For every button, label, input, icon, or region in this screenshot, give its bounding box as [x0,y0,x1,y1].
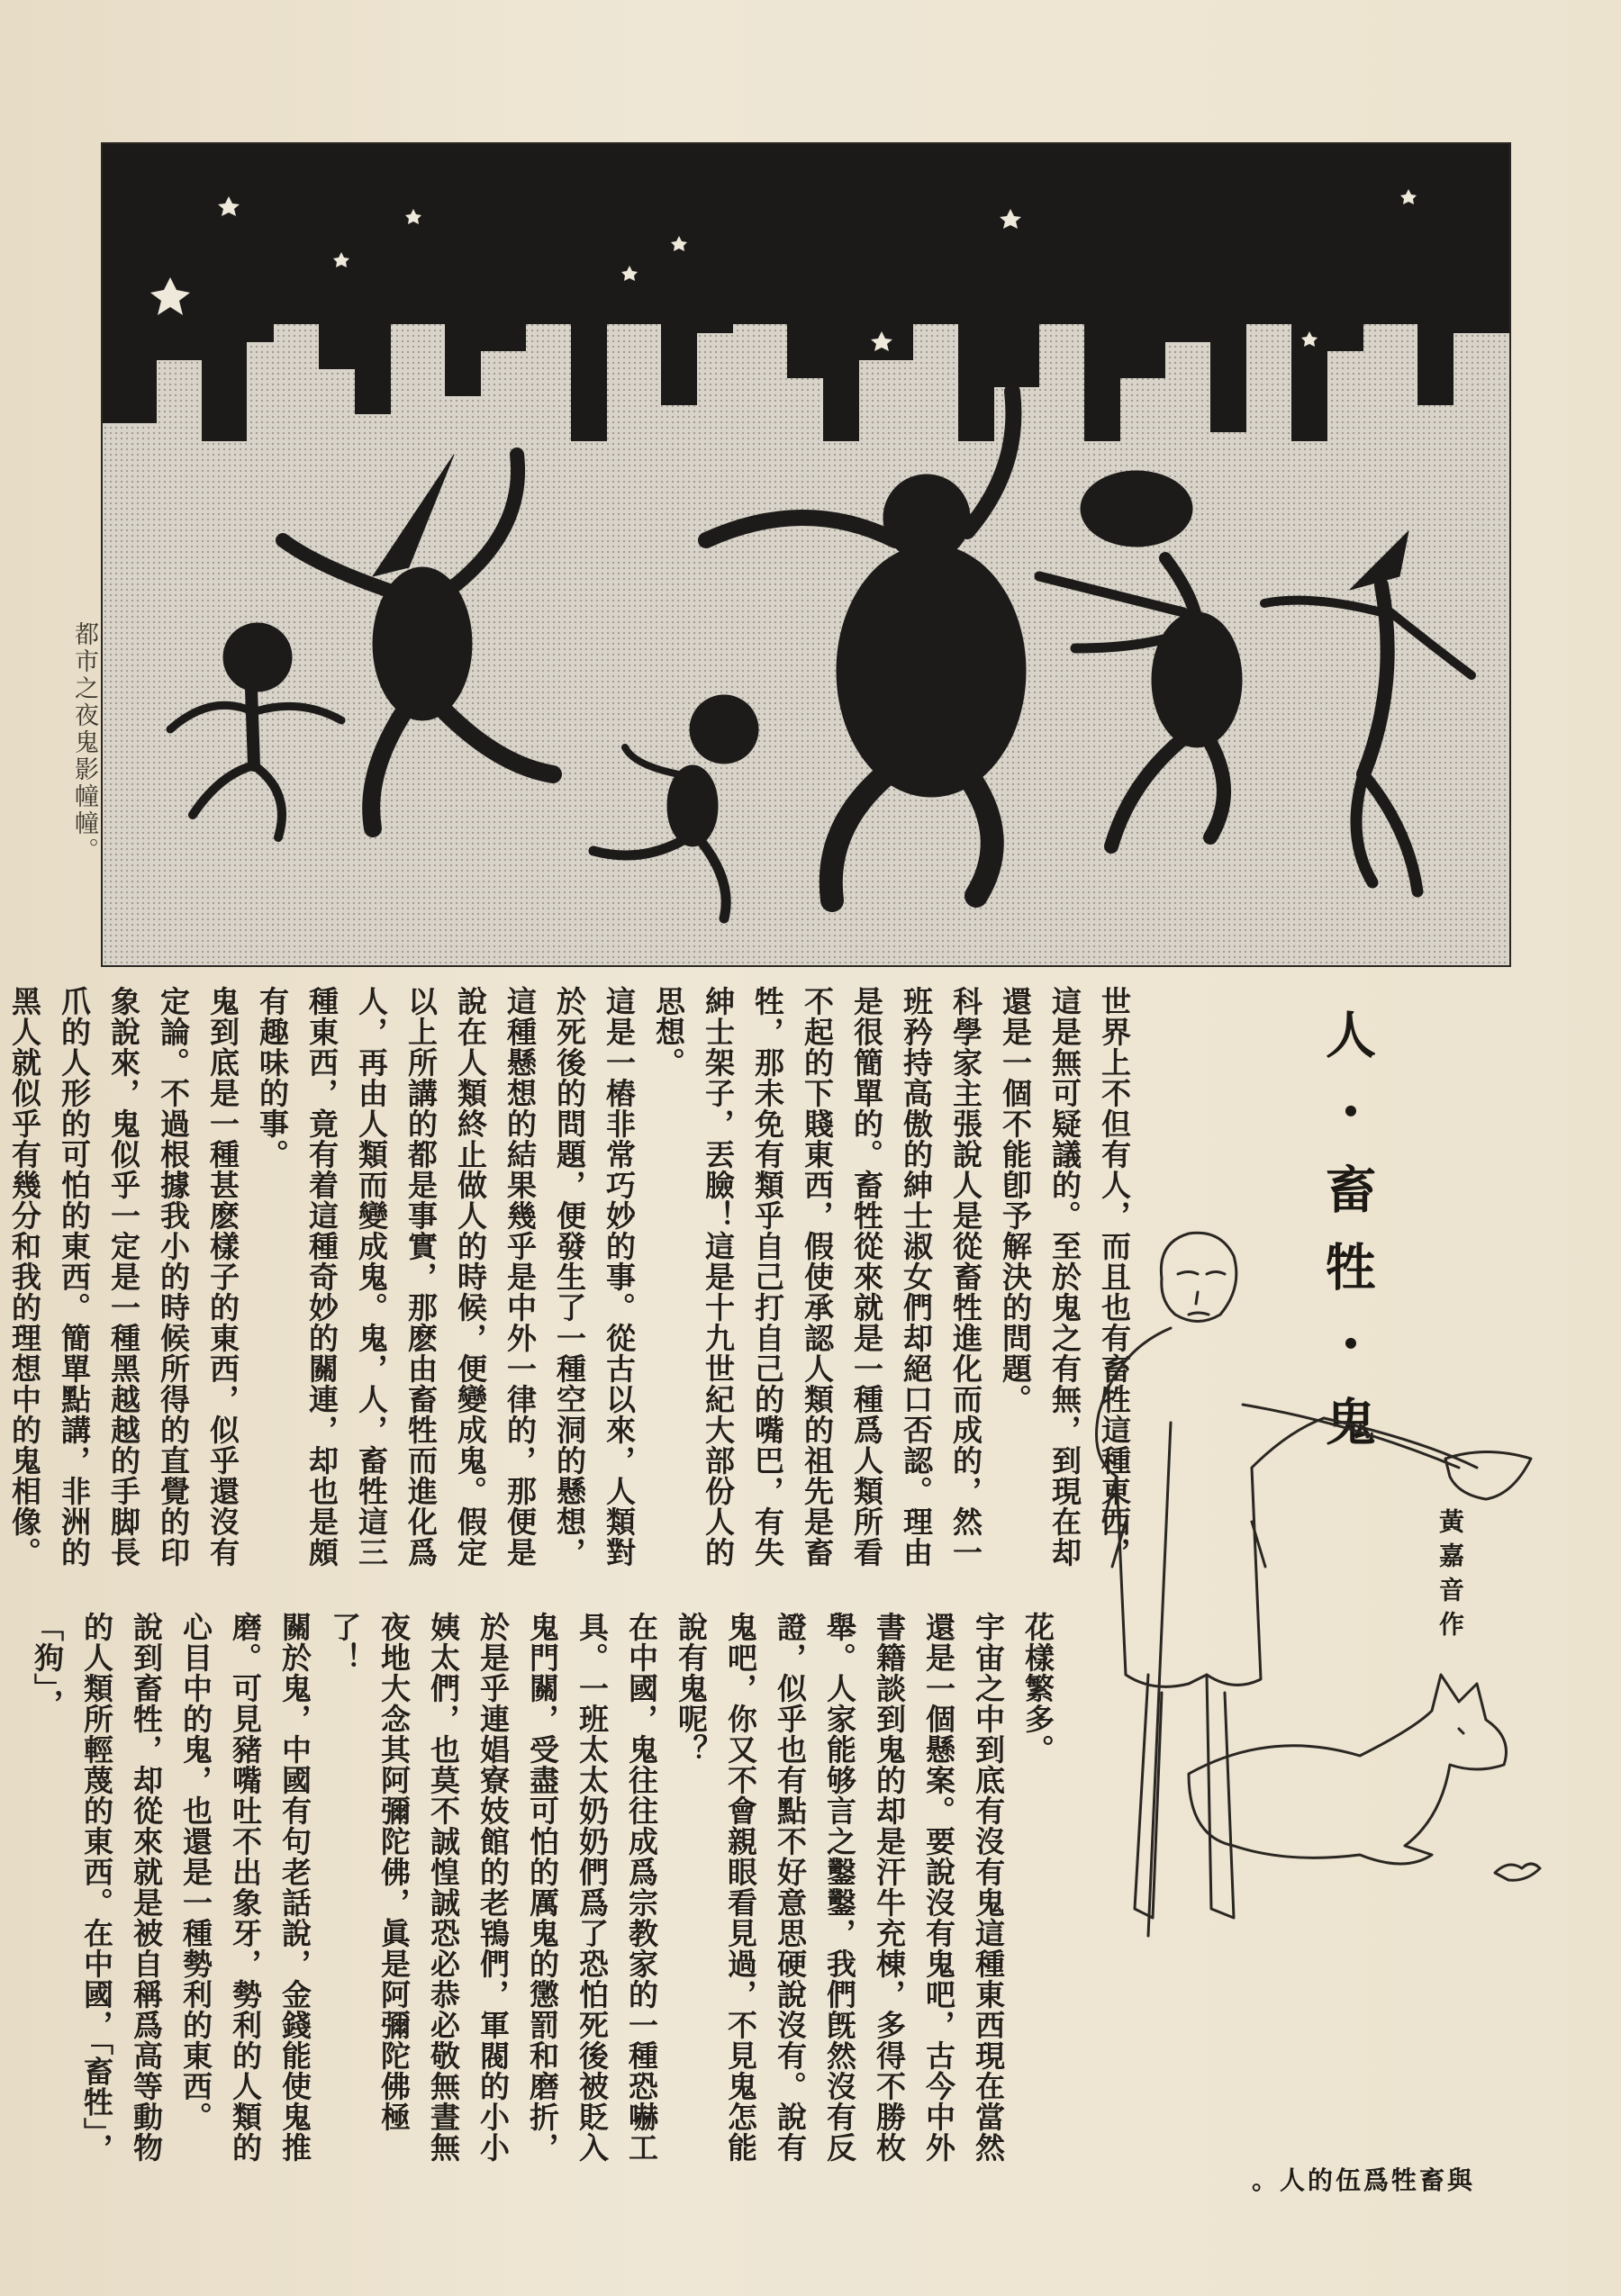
article-title: 人・畜牲・鬼 [1318,1008,1376,1473]
paragraph: 宇宙之中到底有沒有鬼這種東西現在當然還是一個懸案。要說沒有鬼吧，古今中外書籍談到鬼的却是汗牛充棟，多得不勝枚舉。人家能够言之鑿鑿，我們旣然沒有反證，似乎也有點不好意思硬說沒有。說有鬼吧，你又不會親眼看見過，不見鬼怎能說有鬼呢？ [674,1612,1006,2163]
paragraph: 世界上不但有人，而且也有畜牲這種東西，這是無可疑議的。至於鬼之有無，到現在却還是一個不能卽予解決的問題。 [998,986,1132,1568]
paragraph: 說到畜牲，却從來就是被自稱爲高等動物的人類所輕蔑的東西。在中國，「畜牲」，「狗」， [30,1612,164,2164]
paragraph: 關於鬼，中國有句老話說，金錢能使鬼推磨。可見豬嘴吐不出象牙，勢利的人類的心目中的鬼，也還是一種勢利的東西。 [178,1612,312,2163]
paragraph: 鬼到底是一種甚麽樣子的東西，似乎還沒有定論。不過根據我小的時候所得的直覺的印象說來，鬼似乎一定是一種黑越越的手脚長爪的人形的可怕的東西。簡單點講，非洲的黑人就似乎有幾分和我的理想中的鬼相像。 [7,986,240,1568]
paragraph: 科學家主張說人是從畜牲進化而成的，然一班矜持高傲的紳士淑女們却絕口否認。理由是很簡單的。畜牲從來就是一種爲人類所看不起的下賤東西，假使承認人類的祖先是畜牲，那未免有類乎自己打自己的嘴巴，有失紳士架子，丟臉！這是十九世紀大部份人的思想。 [651,986,983,1568]
sketch-caption: 與畜牲爲伍的人。 [1252,2165,1476,2195]
man-with-dog-sketch [1063,1225,1549,2161]
article-body-upper [7,986,1139,1580]
paragraph: 花樣繁多。 [1020,1612,1055,1765]
paragraph: 這是一樁非常巧妙的事。從古以來，人類對於死後的問題，便發生了一種空洞的懸想，這種懸想的結果幾乎是中外一律的，那便是說在人類終止做人的時候，便變成鬼。假定以上所講的都是事實，那麽由畜牲而進化爲人，再由人類而變成鬼。鬼，人，畜牲這三種東西，竟有着這種奇妙的關連，却也是頗有趣味的事。 [255,986,637,1568]
ghost-silhouettes-art [103,144,1509,965]
article-author: 黃嘉音作 [1435,1508,1465,1645]
city-night-ghosts-illustration [101,142,1511,967]
article-body-lower [30,1612,1063,2188]
paragraph: 在中國，鬼往往成爲宗教家的一種恐嚇工具。一班太太奶奶們爲了恐怕死後被貶入鬼門關，受盡可怕的厲鬼的懲罰和磨折，於是乎連娼寮妓館的老鴇們，軍閥的小小姨太們，也莫不誠惶誠恐必恭必敬無晝無夜地大念其阿彌陀佛，眞是阿彌陀佛極了！ [327,1612,659,2163]
beggar-and-dog-drawing [1063,1225,1549,2161]
illustration-caption: 都市之夜鬼影幢幢。 [70,621,98,864]
